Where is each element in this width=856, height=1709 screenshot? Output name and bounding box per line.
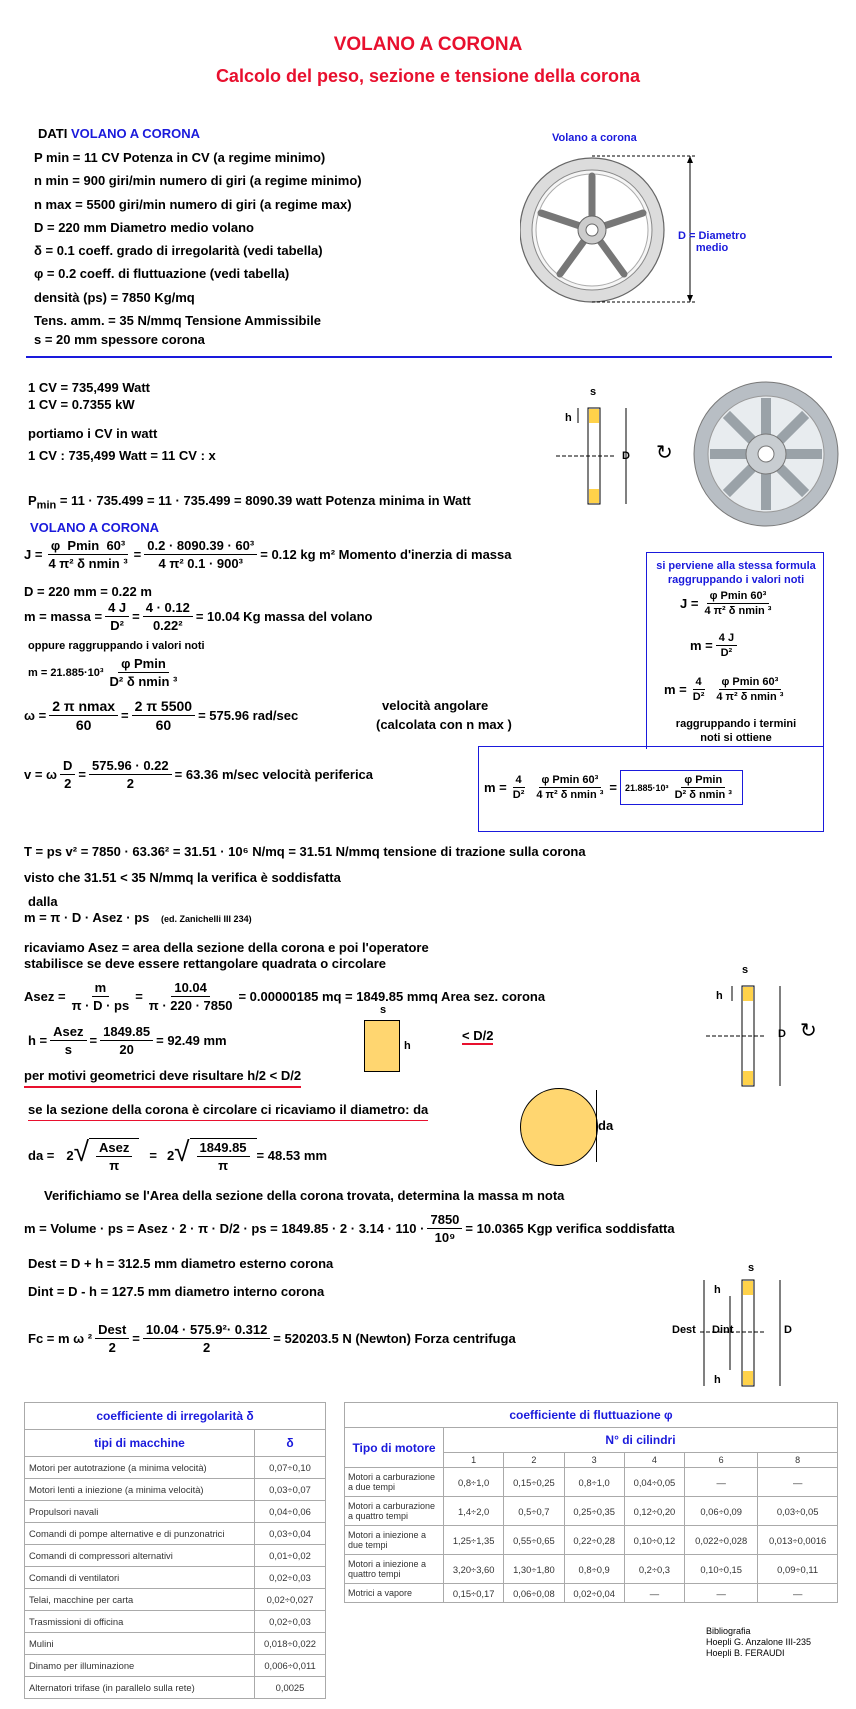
table2-cell: 0,25÷0,35 [564, 1497, 624, 1526]
box-right-footer-2: noti si ottiene [700, 732, 772, 744]
rotation-icon-2: ↻ [800, 1020, 817, 1042]
bottom-box-formula [484, 770, 743, 805]
da-equation [28, 1138, 327, 1173]
table2-cell: 0,8÷1,0 [564, 1468, 624, 1497]
fc-den2: 2 [202, 1340, 211, 1355]
table1-col1: tipi di macchine [25, 1430, 255, 1457]
table2-cell: 1,30÷1,80 [504, 1555, 564, 1584]
table2-cell: 0,013÷0,0016 [758, 1526, 838, 1555]
v-num2: 575.96 · 0.22 [89, 758, 172, 775]
label-s-3: s [748, 1262, 755, 1274]
table1-cell: 0,018÷0,022 [255, 1633, 326, 1655]
fc-frac-1 [95, 1322, 129, 1355]
h-den2: 20 [119, 1042, 134, 1057]
table2-cell: Motori a iniezione a quattro tempi [345, 1555, 444, 1584]
table2-cell: 0,022÷0,028 [685, 1526, 758, 1555]
volume-frac [427, 1212, 462, 1245]
bottom-box-coef: 21.885·10³ [625, 782, 669, 793]
box-right-j [680, 590, 777, 617]
dati-list [34, 146, 362, 348]
h-frac-1 [50, 1024, 86, 1057]
label-h-3b: h [714, 1374, 721, 1386]
dati-line: n min = 900 giri/min numero di giri (a regime minimo) [34, 173, 362, 189]
da-rad1-num: Asez [96, 1140, 132, 1157]
omega-den2: 60 [155, 717, 172, 733]
oppure-line: oppure raggruppando i valori noti [28, 640, 205, 652]
da-lhs: da = [28, 1148, 55, 1163]
dati-label: DATI [38, 126, 68, 141]
da-result: = 48.53 mm [256, 1148, 328, 1163]
label-h-2: h [716, 990, 723, 1002]
table1-cell: Motori lenti a iniezione (a minima velocità) [25, 1479, 255, 1501]
omega-result: = 575.96 rad/sec [198, 708, 299, 723]
table-row [345, 1555, 838, 1584]
v-lhs: v = ω [24, 767, 58, 782]
table1-cell: 0,03÷0,07 [255, 1479, 326, 1501]
j-result: = 0.12 kg m² Momento d'inerzia di massa [260, 547, 512, 562]
h-lhs: h = [28, 1033, 48, 1048]
m-formula: m = π · D · Asez · ps [24, 910, 150, 925]
volume-num: 7850 [427, 1212, 462, 1229]
table2-cell: — [758, 1468, 838, 1497]
asez-num: m [92, 980, 110, 997]
bottom-box-d2: 4 π² δ nmin ³ [536, 789, 604, 801]
table2-cell: — [624, 1584, 684, 1603]
m-formula-line [24, 910, 252, 925]
table-row [25, 1633, 326, 1655]
ricaviamo-line-2: stabilisce se deve essere rettangolare quadrata o circolare [24, 956, 387, 971]
separator-line [26, 356, 832, 358]
table1-cell: 0,04÷0,06 [255, 1501, 326, 1523]
conv-line-1: 1 CV = 735,499 Watt [28, 380, 150, 395]
table1-cell: 0,02÷0,03 [255, 1567, 326, 1589]
table2-cell: — [685, 1584, 758, 1603]
dati-line: P min = 11 CV Potenza in CV (a regime minimo) [34, 150, 326, 165]
label-h-3a: h [714, 1284, 721, 1296]
fc-equation: Fc = m ω ² $\frac{\text{Dest}}{2}$ = $\frac{\text{10.04 · 575.9²· 0.312}}{2}$ = 520203.5 N (Newton) Forza centrifuga [28, 1322, 516, 1355]
box-right-m2-d1: D² [692, 691, 705, 703]
ricaviamo-line-1: ricaviamo Asez = area della sezione della corona e poi l'operatore [24, 940, 429, 955]
asez-den2: π · 220 · 7850 [148, 998, 233, 1013]
table-row [345, 1497, 838, 1526]
h-num: Asez [50, 1024, 86, 1041]
tension-line: T = ps v² = 7850 · 63.36² = 31.51 · 10⁶ N/mq = 31.51 N/mmq tensione di trazione sulla corona [24, 844, 586, 859]
table2-cyl-header: 3 [564, 1453, 624, 1468]
mass-frac-2 [143, 600, 193, 633]
fc-frac-2 [143, 1322, 270, 1355]
v-num: D [60, 758, 75, 775]
dati-line: δ = 0.1 coeff. grado di irregolarità (vedi tabella) [34, 243, 323, 259]
dati-line: Tens. amm. = 35 N/mmq Tensione Ammissibile [34, 313, 321, 329]
d-line: D = 220 mm = 0.22 m [24, 584, 152, 599]
asez-result: = 0.00000185 mq = 1849.85 mmq Area sez. corona [238, 989, 546, 1004]
table2-cell: 3,20÷3,60 [444, 1555, 504, 1584]
table1-cell: 0,03÷0,04 [255, 1523, 326, 1545]
volume-equation [24, 1212, 675, 1245]
table2-cyl-header: 8 [758, 1453, 838, 1468]
conv-line-2: 1 CV = 0.7355 kW [28, 397, 135, 412]
j-frac-2 [144, 538, 257, 571]
verif-area-line: Verifichiamo se l'Area della sezione della corona trovata, determina la massa m nota [44, 1188, 565, 1203]
table2-cell: — [685, 1468, 758, 1497]
asez-frac-2 [146, 980, 236, 1013]
table1-cell: 0,02÷0,027 [255, 1589, 326, 1611]
v-result: = 63.36 m/sec velocità periferica [174, 767, 374, 782]
table1-cell: 0,0025 [255, 1677, 326, 1699]
figure1-label: D = Diametro medio [678, 230, 747, 254]
circle-section [520, 1088, 598, 1166]
biblio-line: Hoepli G. Anzalone III-235 [706, 1637, 812, 1647]
page-title: VOLANO A CORONA [333, 34, 523, 55]
table-row [345, 1468, 838, 1497]
fc-den: 2 [108, 1340, 116, 1355]
label-h-1: h [565, 412, 572, 424]
v-equation: v = ω $\frac{D}{2}$ = $\frac{575.96 \cdot 0.22}{2}$ = 63.36 m/sec velocità periferica [24, 758, 374, 791]
table-row [25, 1677, 326, 1699]
table-row [25, 1567, 326, 1589]
bottom-box-n3: φ Pmin [681, 774, 725, 788]
pmin-subscript: min [36, 499, 57, 512]
h-equation: h = $\frac{\text{Asez}}{s}$ = $\frac{1849.85}{20}$ = 92.49 mm [28, 1024, 227, 1057]
h-result: = 92.49 mm [156, 1033, 227, 1048]
label-dest: Dest [672, 1324, 696, 1336]
box-right-j-lhs: J = [680, 596, 699, 611]
dati-line: n max = 5500 giri/min numero di giri (a regime max) [34, 196, 352, 212]
rect-section [364, 1020, 400, 1072]
j-exp: 60³ [106, 538, 126, 553]
asez-num2: 10.04 [171, 980, 210, 997]
rect-label-h: h [404, 1040, 411, 1052]
dati-line: φ = 0.2 coeff. di fluttuazione (vedi tabella) [34, 266, 290, 282]
table-row [345, 1584, 838, 1603]
table2-cell: 0,22÷0,28 [564, 1526, 624, 1555]
pmin-rhs: = 11 · 735.499 = 11 · 735.499 = 8090.39 watt Potenza minima in Watt [56, 493, 471, 508]
figure1-caption: Volano a corona [552, 132, 637, 144]
section2-title: VOLANO A CORONA [30, 520, 160, 535]
h-note: < D/2 [462, 1028, 494, 1043]
table2-cell: 0,09÷0,11 [758, 1555, 838, 1584]
biblio-line: Bibliografia [706, 1626, 751, 1636]
bottom-box-d1: D² [512, 789, 525, 801]
omega-den: 60 [75, 717, 92, 733]
table2-cyl-header: 1 [444, 1453, 504, 1468]
bottom-box-eq: = [609, 780, 618, 795]
box-right-j-frac [701, 590, 774, 617]
mass-num: 4 J [105, 600, 129, 617]
bottom-box-lhs: m = [484, 780, 507, 795]
fluctuation-table [344, 1402, 838, 1603]
table1-cell: Alternatori trifase (in parallelo sulla rete) [25, 1677, 255, 1699]
table2-col2: N° di cilindri [444, 1428, 838, 1453]
da-rad2-den: π [218, 1158, 229, 1173]
da-rad2-num: 1849.85 [197, 1140, 250, 1157]
section-sketch-1 [556, 386, 652, 516]
table2-cyl-header: 2 [504, 1453, 564, 1468]
mass-equation: m = massa = $\frac{4 J}{\text{D²}}$ = $\frac{4 \cdot 0.12}{\text{0.22²}}$ = 10.04 Kg massa del volano [24, 600, 373, 633]
table-row [25, 1611, 326, 1633]
asez-den: π · D · ps [71, 998, 130, 1013]
table1-cell: Mulini [25, 1633, 255, 1655]
table2-cell: 0,15÷0,25 [504, 1468, 564, 1497]
v-den: 2 [64, 776, 72, 791]
table1-cell: 0,07÷0,10 [255, 1457, 326, 1479]
circle-dim-line [596, 1090, 597, 1162]
pmin-line [28, 493, 471, 512]
bottom-box-frac-1 [510, 774, 528, 801]
j-frac-1-num [48, 538, 128, 555]
table2-cell: 1,25÷1,35 [444, 1526, 504, 1555]
m2-num: φ Pmin [118, 656, 169, 673]
box-right-m-frac [716, 632, 737, 659]
table1-cell: Propulsori navali [25, 1501, 255, 1523]
m2-lhs: m = 21.885·10³ [28, 666, 104, 679]
rotation-icon: ↻ [656, 442, 673, 464]
bibliography [706, 1626, 811, 1659]
label-s-1: s [590, 386, 597, 398]
table1-cell: Motori per autotrazione (a minima velocità) [25, 1457, 255, 1479]
table-row [25, 1501, 326, 1523]
omega-lhs: ω = [24, 708, 47, 723]
table1-cell: 0,006÷0,011 [255, 1655, 326, 1677]
da-rad1-den: π [109, 1158, 120, 1173]
omega-note-2: (calcolata con n max ) [376, 717, 512, 732]
da-eq: = [149, 1148, 157, 1163]
asez-equation: Asez = $\frac{m}{\pi \cdot D \cdot ps}$ = $\frac{10.04}{\pi \cdot 220 \cdot 7850}$ = 0.00000185 mq = 1849.85 mmq Area sez. corona [24, 980, 546, 1013]
fc-num2: 10.04 · 575.9²· 0.312 [143, 1322, 270, 1339]
table2-cell: 0,06÷0,08 [504, 1584, 564, 1603]
m2-equation [28, 656, 183, 689]
table-row [25, 1655, 326, 1677]
table1-cell: Comandi di compressori alternativi [25, 1545, 255, 1567]
h-den: s [64, 1042, 72, 1057]
dati-header [38, 126, 200, 141]
table-row [345, 1526, 838, 1555]
box-right-footer-1: raggruppando i termini [675, 718, 797, 730]
table1-cell: 0,02÷0,03 [255, 1611, 326, 1633]
table2-title: coefficiente di fluttuazione φ [345, 1403, 838, 1428]
circle-label-da: da [598, 1118, 614, 1133]
fc-lhs: Fc = m ω ² [28, 1331, 93, 1346]
h-num2: 1849.85 [100, 1024, 153, 1041]
box-right-m2-d2: 4 π² δ nmin ³ [716, 691, 784, 703]
table2-cyl-header: 6 [685, 1453, 758, 1468]
m-ref: (ed. Zanichelli III 234) [161, 914, 252, 924]
table2-cell: 0,55÷0,65 [504, 1526, 564, 1555]
table2-cell: Motori a iniezione a due tempi [345, 1526, 444, 1555]
omega-num2: 2 π 5500 [132, 698, 195, 716]
table1-cell: Comandi di pompe alternative e di punzonatrici [25, 1523, 255, 1545]
table-row [25, 1457, 326, 1479]
j-lhs: J = [24, 547, 43, 562]
mass-num2: 4 · 0.12 [143, 600, 193, 617]
label-s-2: s [742, 964, 749, 976]
j-frac-1 [45, 538, 130, 571]
pmin-symbol: P [28, 493, 37, 508]
box-right-m-num: 4 J [716, 632, 737, 646]
mass-lhs: m = massa = [24, 609, 103, 624]
fc-num: Dest [95, 1322, 129, 1339]
label-d-3: D [784, 1324, 792, 1336]
table2-col1: Tipo di motore [345, 1428, 444, 1468]
box-right-m-lhs: m = [690, 638, 713, 653]
asez-frac-1 [69, 980, 133, 1013]
table2-cell: — [758, 1584, 838, 1603]
box-right-m2-frac-2 [713, 676, 786, 703]
geom-note: per motivi geometrici deve risultare h/2 < D/2 [24, 1068, 301, 1088]
bottom-box-d3: D² δ nmin ³ [674, 789, 732, 801]
table2-cell: 0,2÷0,3 [624, 1555, 684, 1584]
conv-line-3: portiamo i CV in watt [28, 426, 158, 441]
box-right-m2 [664, 676, 789, 703]
v-den2: 2 [126, 776, 134, 791]
volume-lhs: m = Volume · ps = Asez · 2 · π · D/2 · ps = 1849.85 · 2 · 3.14 · 110 · [24, 1221, 425, 1236]
table2-cell: 0,02÷0,04 [564, 1584, 624, 1603]
table2-cyl-header: 4 [624, 1453, 684, 1468]
j-phi: φ [50, 538, 61, 553]
j-equation: J = $\frac{\text{φ Pmin 60³}}{\text{4 π² δ nmin ³}}$ = $\frac{\text{0.2 · 8090.39 · 60³}}{\text{4 π² 0.1 · 900³}}$ = 0.12 kg m² Momento d'inerzia di massa [24, 538, 512, 571]
omega-frac-2 [132, 698, 195, 733]
bottom-box-result [620, 770, 743, 805]
table1-cell: Comandi di ventilatori [25, 1567, 255, 1589]
table2-cell: 0,8÷1,0 [444, 1468, 504, 1497]
fc-result: = 520203.5 N (Newton) Forza centrifuga [273, 1331, 516, 1346]
j-frac-2-num: 0.2 · 8090.39 · 60³ [144, 538, 257, 555]
table2-cell: 0,10÷0,15 [685, 1555, 758, 1584]
label-dint: Dint [712, 1324, 734, 1336]
box-right-m [690, 632, 740, 659]
verifica-line: visto che 31.51 < 35 N/mmq la verifica è soddisfatta [24, 870, 341, 885]
table2-cell: 0,03÷0,05 [758, 1497, 838, 1526]
v-frac-1 [60, 758, 75, 791]
mass-den: D² [110, 618, 124, 633]
table1-title: coefficiente di irregolarità δ [25, 1403, 326, 1430]
box-right-m2-lhs: m = [664, 682, 687, 697]
bottom-box-frac-2 [533, 774, 606, 801]
j-frac-2-den: 4 π² 0.1 · 900³ [158, 556, 243, 571]
rect-label-s: s [380, 1004, 387, 1016]
table1-cell: Telai, macchine per carta [25, 1589, 255, 1611]
table2-cell: 1,4÷2,0 [444, 1497, 504, 1526]
dest-line: Dest = D + h = 312.5 mm diametro esterno corona [28, 1256, 334, 1271]
dati-line: s = 20 mm spessore corona [34, 332, 205, 348]
mass-result: = 10.04 Kg massa del volano [195, 609, 373, 624]
bottom-box-n1: 4 [513, 774, 525, 788]
biblio-line: Hoepli B. FERAUDI [706, 1648, 785, 1658]
table2-cell: Motori a carburazione a due tempi [345, 1468, 444, 1497]
mass-den2: 0.22² [152, 618, 183, 633]
m2-den: D² δ nmin ³ [109, 674, 178, 689]
dati-line: D = 220 mm Diametro medio volano [34, 219, 254, 235]
flywheel-figure [520, 148, 760, 308]
table1-cell: Trasmissioni di officina [25, 1611, 255, 1633]
dati-line: densità (ps) = 7850 Kg/mq [34, 289, 195, 305]
table1-cell: 0,01÷0,02 [255, 1545, 326, 1567]
table-row [25, 1479, 326, 1501]
page-subtitle: Calcolo del peso, sezione e tensione della corona [215, 66, 641, 86]
table2-cell: 0,10÷0,12 [624, 1526, 684, 1555]
flywheel-photo [690, 380, 842, 528]
label-d-1: D [622, 450, 630, 462]
volume-den: 10⁹ [434, 1230, 456, 1245]
dalla-line: dalla [28, 894, 58, 909]
omega-note-1: velocità angolare [382, 698, 489, 713]
irregularity-table [24, 1402, 326, 1699]
table2-cell: 0,15÷0,17 [444, 1584, 504, 1603]
j-frac-1-den: 4 π² δ nmin ³ [48, 556, 128, 571]
box-right-j-den: 4 π² δ nmin ³ [704, 605, 772, 617]
table2-cell: 0,06÷0,09 [685, 1497, 758, 1526]
omega-equation: ω = $\frac{\text{2 π nmax}}{60}$ = $\frac{2 \pi 5500}{60}$ = 575.96 rad/sec [24, 698, 299, 733]
box-right-m2-frac-1 [690, 676, 708, 703]
asez-lhs: Asez = [24, 989, 66, 1004]
m2-frac [107, 656, 181, 689]
omega-num: 2 π nmax [49, 698, 118, 716]
da-sqrt-2: √ $\frac{1849.85}{\pi}$ [174, 1138, 256, 1173]
table1-col2: δ [255, 1430, 326, 1457]
label-d-2: D [778, 1028, 786, 1040]
box-right-title-2: raggruppando i valori noti [667, 574, 805, 586]
h-frac-2 [100, 1024, 153, 1057]
dint-line: Dint = D - h = 127.5 mm diametro interno corona [28, 1284, 325, 1299]
table2-cell: Motori a carburazione a quattro tempi [345, 1497, 444, 1526]
conv-line-4: 1 CV : 735,499 Watt = 11 CV : x [28, 448, 216, 463]
da-coef1: 2 [66, 1148, 74, 1163]
bottom-box-frac-3 [672, 774, 735, 801]
box-right-j-num: φ Pmin 60³ [707, 590, 770, 604]
box-right-m-den: D² [720, 647, 733, 659]
box-right-m2-n2: φ Pmin 60³ [719, 676, 782, 690]
da-sqrt-1: √ $\frac{\text{Asez}}{\pi}$ [74, 1138, 140, 1173]
table2-cell: 0,5÷0,7 [504, 1497, 564, 1526]
omega-frac-1 [49, 698, 118, 733]
da-coef2: 2 [166, 1148, 175, 1163]
mass-frac-1 [105, 600, 129, 633]
box-right-title-1: si perviene alla stessa formula [656, 560, 816, 572]
v-frac-2 [89, 758, 172, 791]
table-row [25, 1523, 326, 1545]
box-right-m2-n1: 4 [693, 676, 705, 690]
table-row [25, 1589, 326, 1611]
dati-label-blue: VOLANO A CORONA [71, 126, 201, 141]
volume-result: = 10.0365 Kgp verifica soddisfatta [465, 1221, 675, 1236]
table2-cell: Motrici a vapore [345, 1584, 444, 1603]
table2-cell: 0,12÷0,20 [624, 1497, 684, 1526]
j-pmin: Pmin [67, 538, 100, 553]
table1-cell: Dinamo per illuminazione [25, 1655, 255, 1677]
circ-note: se la sezione della corona è circolare ci ricaviamo il diametro: da [28, 1102, 428, 1121]
bottom-box-n2: φ Pmin 60³ [539, 774, 602, 788]
table2-cell: 0,04÷0,05 [624, 1468, 684, 1497]
table-row [25, 1545, 326, 1567]
table2-cell: 0,8÷0,9 [564, 1555, 624, 1584]
